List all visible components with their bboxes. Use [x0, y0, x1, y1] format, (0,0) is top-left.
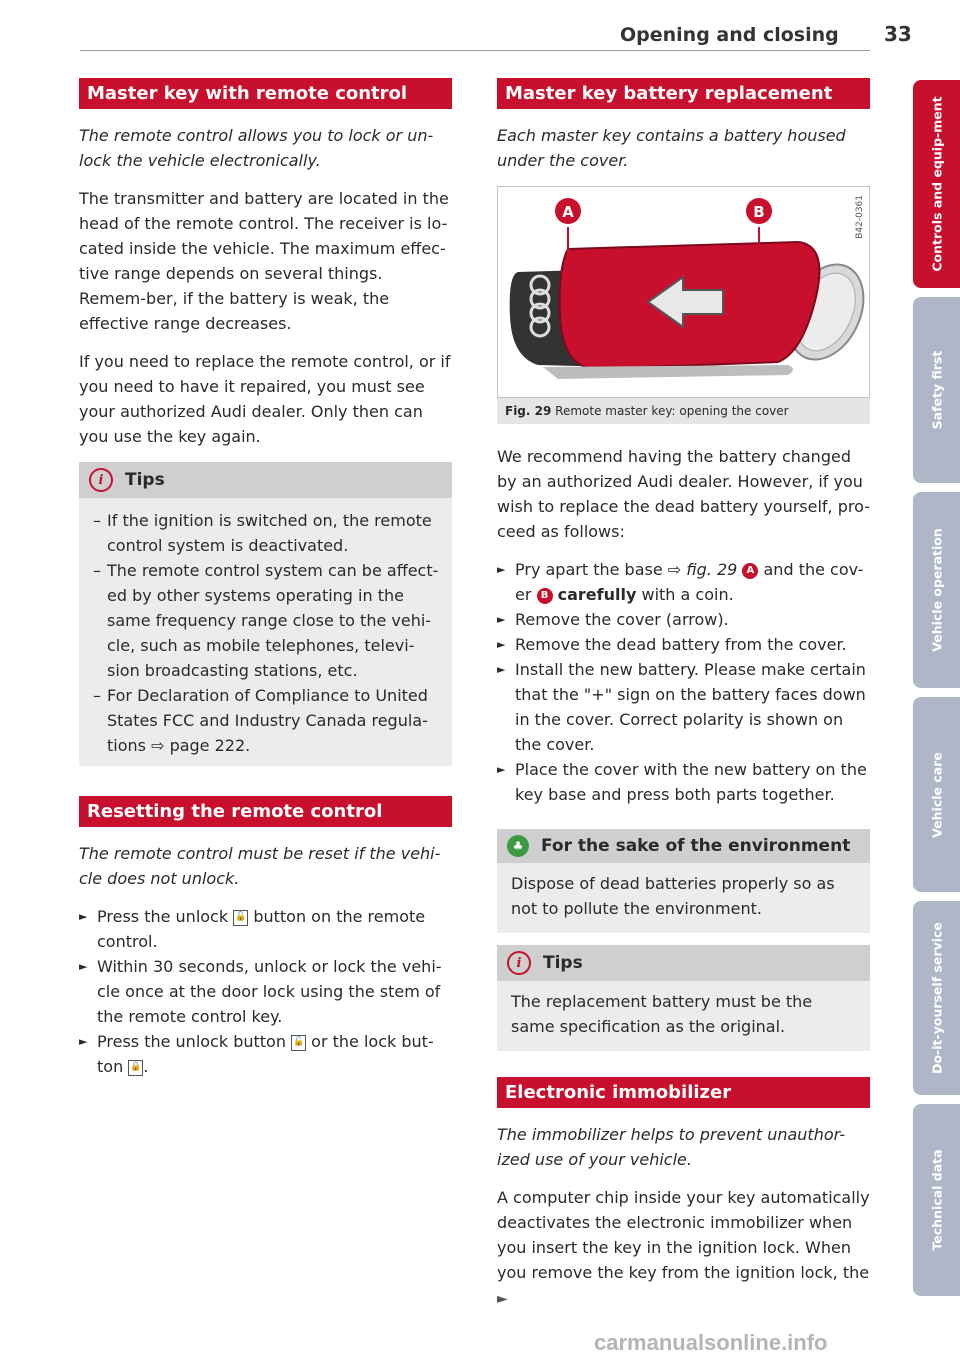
figure-caption-text: Remote master key: opening the cover	[555, 404, 789, 418]
tab-technical-data[interactable]	[913, 1104, 960, 1296]
section-intro: The remote control must be reset if the vehi-cle does not unlock.	[79, 844, 441, 888]
paragraph-text: A computer chip inside your key automatically deactivates the electronic immobilizer when you insert the key in the ignition lock. When you remove the key from the ignition lock, the	[497, 1188, 870, 1282]
callout-a: A	[562, 203, 574, 221]
step-text: Press the unlock button	[97, 1032, 286, 1051]
step-list	[79, 904, 452, 1079]
page-header-title: Opening and closing	[620, 24, 839, 46]
tips-label: Tips	[125, 470, 165, 490]
tab-label: Do-it-yourself service	[929, 922, 944, 1074]
tab-vehicle-care[interactable]	[913, 697, 960, 892]
info-icon: i	[507, 951, 531, 975]
tab-label: Safety first	[929, 350, 944, 430]
continue-arrow-icon: ►	[497, 1291, 508, 1307]
callout-b: B	[753, 203, 765, 221]
step-text: with a coin.	[641, 585, 734, 604]
tips-list	[79, 498, 452, 764]
figure-label: Fig. 29	[505, 404, 552, 418]
page-number: 33	[884, 22, 912, 46]
watermark: carmanualsonline.info	[594, 1330, 828, 1355]
step-text: Pry apart the base ⇨	[515, 560, 682, 579]
tab-vehicle-operation[interactable]	[913, 492, 960, 688]
section-heading-master-key: Master key with remote control	[79, 78, 452, 109]
list-item	[79, 904, 452, 954]
list-item: ► Install the new battery. Please make certain that the "+" sign on the battery faces down in the cover. Correct polarity is shown on the cover.	[497, 657, 870, 757]
list-item	[497, 557, 870, 607]
tips-header	[497, 945, 870, 981]
unlock-key-icon: 🔓	[291, 1035, 306, 1051]
tab-label: Vehicle operation	[929, 528, 944, 652]
tips-label: Tips	[543, 953, 583, 973]
info-icon: i	[89, 468, 113, 492]
list-item: ► Remove the dead battery from the cover.	[497, 632, 870, 657]
environment-header	[497, 829, 870, 863]
paragraph: If you need to replace the remote control, or if you need to have it repaired, you must see your authorized Audi dealer. Only then can you use the key again.	[79, 352, 451, 446]
tab-controls-and-equipment[interactable]	[913, 80, 960, 288]
environment-box	[497, 829, 870, 933]
step-text: and the cov-er	[515, 560, 864, 604]
step-text: .	[143, 1057, 149, 1076]
section-intro: The remote control allows you to lock or un-lock the vehicle electronically.	[79, 126, 434, 170]
header-rule	[80, 50, 870, 51]
step-text: Press the unlock	[97, 907, 229, 926]
list-item	[79, 1029, 452, 1079]
unlock-key-icon: 🔓	[233, 910, 248, 926]
environment-text: Dispose of dead batteries properly so as not to pollute the environment.	[511, 874, 835, 918]
list-item: ► Remove the cover (arrow).	[497, 607, 870, 632]
list-item: ► Within 30 seconds, unlock or lock the vehi-cle once at the door lock using the stem of the remote control key.	[79, 954, 452, 1029]
tab-do-it-yourself-service[interactable]	[913, 901, 960, 1095]
section-intro: Each master key contains a battery housed under the cover.	[497, 126, 846, 170]
step-bold-text: carefully	[557, 585, 637, 604]
tips-header	[79, 462, 452, 498]
tab-safety-first[interactable]	[913, 297, 960, 483]
lock-key-icon: 🔒	[128, 1060, 143, 1076]
tab-label: Technical data	[929, 1149, 944, 1251]
environment-label: For the sake of the environment	[541, 836, 851, 856]
section-heading-battery: Master key battery replacement	[497, 78, 870, 109]
key-illustration	[498, 187, 869, 397]
section-intro: The immobilizer helps to prevent unauthor-ized use of your vehicle.	[497, 1125, 846, 1169]
paragraph: The transmitter and battery are located in the head of the remote control. The receiver is lo-cated inside the vehicle. The maximum effec-tive range depends on several things. Remem-ber, if the battery is weak, the effective range decreases.	[79, 189, 449, 333]
section-heading-immobilizer: Electronic immobilizer	[497, 1077, 870, 1108]
figure-caption	[497, 398, 870, 424]
figure-code: B42-0361	[855, 195, 865, 239]
tab-label: Controls and equip-ment	[929, 96, 944, 272]
step-text: button on the remote control.	[97, 907, 426, 951]
callout-a-icon: A	[742, 563, 758, 579]
list-item: – The remote control system can be affect-ed by other systems operating in the same frequency range close to the vehi-cle, such as mobile telephones, televi-sion broadcasting stations, etc.	[93, 558, 442, 683]
leaf-icon: ♣	[507, 835, 529, 857]
list-item: – If the ignition is switched on, the remote control system is deactivated.	[93, 508, 442, 558]
list-item: ► Place the cover with the new battery on the key base and press both parts together.	[497, 757, 870, 807]
paragraph	[497, 1185, 870, 1312]
step-text: or the lock but-ton	[97, 1032, 434, 1076]
step-list	[497, 557, 870, 807]
tab-label: Vehicle care	[929, 751, 944, 838]
figure-link[interactable]: fig. 29	[686, 560, 738, 579]
paragraph: We recommend having the battery changed by an authorized Audi dealer. However, if you wish to replace the dead battery yourself, pro-ceed as follows:	[497, 447, 870, 541]
section-heading-resetting: Resetting the remote control	[79, 796, 452, 827]
tips-text: The replacement battery must be the same specification as the original.	[511, 992, 813, 1036]
right-column	[497, 78, 870, 1325]
tips-box	[79, 462, 452, 766]
list-item: – For Declaration of Compliance to United States FCC and Industry Canada regula-tions ⇨ page 222.	[93, 683, 442, 758]
figure-key-illustration	[497, 186, 870, 398]
left-column	[79, 78, 452, 1093]
callout-b-icon: B	[537, 588, 553, 604]
tips-box	[497, 945, 870, 1051]
